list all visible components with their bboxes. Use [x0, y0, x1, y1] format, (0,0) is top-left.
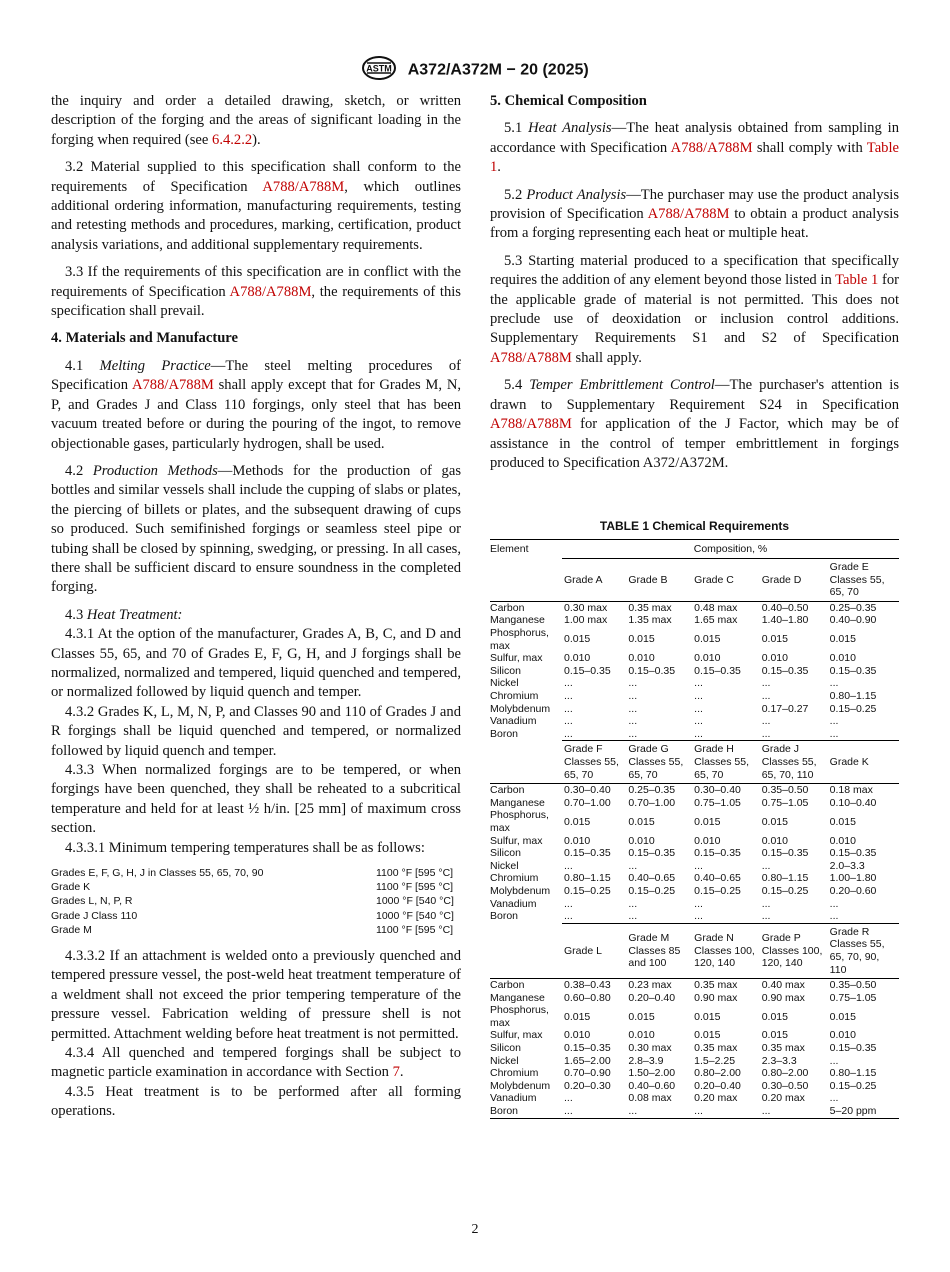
table-cell: ...: [628, 859, 638, 872]
table-cell: 1.65 max: [694, 614, 738, 627]
table-cell: 0.15–0.25: [761, 884, 809, 897]
table-cell: 0.35 max: [692, 979, 760, 992]
left-column: [51, 92, 461, 1122]
table-cell: 0.010: [628, 834, 655, 847]
list-item: Grade J Class 110 1000 °F [540 °C]: [51, 909, 454, 922]
chemical-requirements-table: [490, 519, 899, 1119]
table-cell: 2.8–3.9: [628, 1054, 664, 1067]
element-name: Boron: [490, 910, 519, 923]
table-cell: ...: [628, 910, 638, 923]
section-4-heading: 4. Materials and Manufacture: [51, 330, 238, 347]
table-cell: 0.010: [564, 1029, 591, 1042]
table-cell: 0.40–0.65: [694, 872, 741, 885]
table-cell: 0.010: [694, 834, 721, 847]
table-cell: 0.15–0.35: [694, 664, 741, 677]
table-cell: 0.010: [829, 1029, 856, 1042]
element-name: Nickel: [490, 677, 519, 690]
table-cell: 0.35–0.50: [828, 979, 899, 992]
table-cell: 0.40 max: [760, 979, 828, 992]
table-cell: 0.18 max: [828, 784, 899, 797]
element-name: Silicon: [490, 664, 521, 677]
table-cell: ...: [628, 727, 638, 740]
table-cell: 0.15–0.35: [628, 664, 676, 677]
table-row: [490, 898, 899, 911]
table-row: [490, 910, 899, 923]
paragraph-3-1-cont: the inquiry and order a detailed drawing, sketch, or written description of the forging and the areas of significant loading in the forging when required (see 6.4.2.2).: [51, 93, 461, 148]
table-cell: 0.35 max: [694, 1042, 738, 1055]
table-cell: ...: [562, 1105, 626, 1118]
page-number: 2: [471, 1222, 479, 1237]
table-cell: 0.15–0.25: [564, 884, 611, 897]
table-cell: 0.15–0.25: [829, 1079, 877, 1092]
paragraph-5-3: 5.3 Starting material produced to a specification that specifically requires the addition of any element beyond those listed in Table 1 for the applicable grade of material is not permitted. This does not preclude use of deoxidation or inclusion control additions. Supplementary Requirements S1 and S2 of Specification A788/A788M shall apply.: [490, 252, 899, 366]
paragraph-4-3-1: 4.3.1 At the option of the manufacturer, Grades A, B, C, and D and Classes 55, 65, and 70 of Grades E, F, G, H, and J forgings shall be normalized, normalized and tempered, liquid quenched and tempered, or normalized followed by liquid quench and temper.: [51, 626, 461, 701]
paragraph-4-3-4: 4.3.4 All quenched and tempered forgings shall be subject to magnetic particle examination in accordance with Section 7.: [51, 1045, 461, 1081]
table-row: [490, 715, 899, 728]
table-cell: 0.38–0.43: [562, 979, 626, 992]
table-cell: 0.80–1.15: [829, 690, 877, 703]
table-cell: 0.35–0.50: [760, 784, 828, 797]
table-cell: ...: [564, 690, 573, 703]
table-cell: 0.015: [564, 815, 591, 828]
table-row: [490, 885, 899, 898]
svg-text:ASTM: ASTM: [366, 63, 393, 74]
grade-header-row: [490, 741, 899, 784]
table-row: [490, 627, 899, 652]
table-row: [490, 665, 899, 678]
table-cell: ...: [829, 727, 839, 740]
paragraph-4-3-3-1: 4.3.3.1 Minimum tempering temperatures shall be as follows:: [65, 839, 425, 856]
composition-header: Composition, %: [562, 540, 899, 559]
element-name: Chromium: [490, 1067, 539, 1080]
table-cell: ...: [626, 1105, 692, 1118]
table-cell: 0.015: [564, 633, 591, 646]
table-cell: 0.015: [761, 633, 788, 646]
table-row: [490, 979, 899, 992]
table-row: [490, 1080, 899, 1093]
table-cell: 0.10–0.40: [829, 796, 877, 809]
list-item: Grade M 1100 °F [595 °C]: [51, 923, 454, 936]
paragraph-4-3-3-2: 4.3.3.2 If an attachment is welded onto a previously quenched and tempered pressure vessel, the post-weld heat treatment temperature of a weldment shall not exceed the prior tempering temperature of the pressure vessel. Fabrication welding of pressure shell is not permitted. Attachment welding before heat treatment is not permitted.: [51, 948, 461, 1042]
element-name: Manganese: [490, 991, 545, 1004]
grade-header: Grade J Classes 55, 65, 70, 110: [760, 741, 828, 784]
table-row: [490, 1042, 899, 1055]
table-cell: ...: [628, 677, 638, 690]
element-name: Nickel: [490, 859, 519, 872]
table-cell: 0.80–1.15: [564, 872, 611, 885]
table-cell: 0.80–1.15: [761, 872, 809, 885]
table-cell: ...: [760, 1105, 828, 1118]
table-cell: ...: [564, 1092, 573, 1105]
table-cell: 0.08 max: [628, 1092, 672, 1105]
table-cell: 0.35 max: [626, 601, 692, 614]
table-cell: 0.30 max: [562, 601, 626, 614]
table-cell: 0.30–0.40: [692, 784, 760, 797]
table-cell: 0.40–0.60: [628, 1079, 676, 1092]
section-link[interactable]: 7: [392, 1064, 400, 1081]
table-cell: 1.35 max: [628, 614, 672, 627]
table-cell: 0.015: [628, 815, 655, 828]
table-cell: 0.15–0.35: [694, 847, 741, 860]
table-cell: 0.25–0.35: [626, 784, 692, 797]
table-cell: ...: [694, 677, 703, 690]
element-name: Chromium: [490, 690, 539, 703]
table-cell: 0.30 max: [628, 1042, 672, 1055]
table-cell: 0.70–0.90: [564, 1067, 611, 1080]
table-cell: ...: [694, 859, 703, 872]
table-cell: 0.15–0.35: [628, 847, 676, 860]
element-name: Manganese: [490, 614, 545, 627]
element-name: Sulfur, max: [490, 834, 543, 847]
table-cell: 1.5–2.25: [694, 1054, 736, 1067]
table-cell: 0.25–0.35: [828, 601, 899, 614]
table-cell: 0.70–1.00: [564, 796, 611, 809]
grade-header: Grade G Classes 55, 65, 70: [626, 741, 692, 784]
table-cell: 0.015: [694, 1010, 721, 1023]
table-cell: ...: [761, 690, 771, 703]
table-cell: 5–20 ppm: [828, 1105, 899, 1118]
table-cell: 0.15–0.35: [564, 847, 611, 860]
paragraph-5-1: 5.1 Heat Analysis—The heat analysis obtained from sampling in accordance with Specification A788/A788M shall comply with Table 1.: [490, 120, 899, 176]
table-cell: ...: [761, 677, 771, 690]
table-cell: ...: [761, 715, 771, 728]
table-cell: 1.00–1.80: [829, 872, 877, 885]
table-cell: 0.015: [694, 1029, 721, 1042]
table-cell: ...: [564, 715, 573, 728]
table-row: [490, 797, 899, 810]
table-cell: 0.010: [694, 652, 721, 665]
table-cell: 0.40–0.90: [829, 614, 877, 627]
spec-link[interactable]: A788/A788M: [490, 416, 572, 433]
table-cell: ...: [829, 1092, 839, 1105]
table-cell: ...: [628, 690, 638, 703]
table-cell: 0.17–0.27: [761, 702, 809, 715]
grade-header: Grade H Classes 55, 65, 70: [692, 741, 760, 784]
spec-link[interactable]: A788/A788M: [262, 178, 345, 195]
table-cell: 0.20–0.30: [564, 1079, 611, 1092]
paragraph-3-3: 3.3 If the requirements of this specification are in conflict with the requirements of Specification A788/A788M, the requirements of this specification shall prevail.: [51, 264, 461, 320]
grade-header: Grade F Classes 55, 65, 70: [562, 741, 626, 784]
table-cell: ...: [564, 859, 573, 872]
table-cell: 0.80–2.00: [761, 1067, 809, 1080]
astm-logo-icon: [361, 56, 397, 85]
table-cell: 0.80–1.15: [829, 1067, 877, 1080]
table-cell: 0.015: [829, 1010, 856, 1023]
table-row: [490, 1105, 899, 1118]
element-name: Vanadium: [490, 1092, 537, 1105]
spec-link[interactable]: A788/A788M: [670, 139, 753, 156]
table-cell: ...: [694, 897, 703, 910]
paragraph-4-3-3: 4.3.3 When normalized forgings are to be tempered, or when forgings have been quenched, they shall be reheated to a subcritical temperature and held for at least ½ h/in. [25 mm] of maximum cross section.: [51, 762, 461, 837]
table-cell: 0.20–0.40: [628, 991, 676, 1004]
spec-link[interactable]: A788/A788M: [490, 349, 572, 366]
list-item: Grades E, F, G, H, J in Classes 55, 65, 70, 90 1100 °F [595 °C]: [51, 867, 454, 880]
table-cell: 0.010: [628, 652, 655, 665]
table-cell: 0.20 max: [761, 1092, 805, 1105]
grade-header: Grade M Classes 85 and 100: [626, 923, 692, 978]
empty-cell: [490, 741, 562, 784]
element-name: Phosphorus, max: [490, 809, 549, 834]
grade-header: Grade D: [761, 573, 802, 586]
grade-header: Grade P Classes 100, 120, 140: [760, 923, 828, 978]
table-cell: ...: [694, 715, 703, 728]
table-cell: 0.75–1.05: [761, 796, 809, 809]
table-cell: 0.015: [761, 1029, 788, 1042]
right-column: [490, 92, 899, 481]
table-cell: 0.75–1.05: [829, 991, 877, 1004]
table-cell: 0.015: [694, 633, 721, 646]
table-cell: 0.010: [564, 652, 591, 665]
paragraph-4-3-5: 4.3.5 Heat treatment is to be performed after all forming operations.: [51, 1083, 461, 1120]
table-cell: 1.50–2.00: [628, 1067, 676, 1080]
table-row: [490, 1004, 899, 1029]
table-cell: 0.70–1.00: [628, 796, 676, 809]
table-row: [490, 728, 899, 741]
table-cell: 0.015: [829, 633, 856, 646]
section-5-heading: 5. Chemical Composition: [490, 93, 647, 109]
table-cell: 0.015: [829, 815, 856, 828]
table-cell: 2.3–3.3: [761, 1054, 797, 1067]
element-name: Manganese: [490, 796, 545, 809]
table-cell: 0.90 max: [761, 991, 805, 1004]
table-cell: 0.010: [829, 834, 856, 847]
spec-link[interactable]: A788/A788M: [131, 377, 214, 394]
table-cell: 0.010: [761, 834, 788, 847]
element-name: Carbon: [490, 979, 562, 992]
table-row: [490, 690, 899, 703]
list-item: Grade K 1100 °F [595 °C]: [51, 881, 454, 894]
table-cell: ...: [761, 859, 771, 872]
paragraph-4-3: 4.3 Heat Treatment:: [65, 606, 183, 623]
spec-link[interactable]: A788/A788M: [229, 283, 312, 300]
table-cell: 0.30–0.50: [761, 1079, 809, 1092]
element-name: Molybdenum: [490, 884, 551, 897]
element-name: Phosphorus, max: [490, 627, 549, 652]
table-cell: 0.20–0.60: [829, 884, 877, 897]
table-cell: 1.00 max: [564, 614, 608, 627]
grade-header: Grade E Classes 55, 65, 70: [829, 561, 885, 599]
table-cell: 0.010: [761, 652, 788, 665]
table-cell: 0.15–0.25: [694, 884, 741, 897]
tempering-temperature-list: [51, 866, 461, 937]
table-cell: ...: [564, 727, 573, 740]
table-row: [490, 601, 899, 614]
table-row: [490, 992, 899, 1005]
table-cell: ...: [564, 897, 573, 910]
element-name: Nickel: [490, 1054, 519, 1067]
element-name: Sulfur, max: [490, 652, 543, 665]
table-cell: 0.40–0.65: [628, 872, 676, 885]
table-row: [490, 835, 899, 848]
table-cell: 0.30–0.40: [562, 784, 626, 797]
grade-header: Grade K: [828, 741, 899, 784]
table-cell: ...: [829, 910, 839, 923]
paragraph-4-1: 4.1 Melting Practice—The steel melting procedures of Specification A788/A788M shall apply except that for Grades M, N, P, and Grades J and Class 110 forgings, only steel that has been vacuum treated before or during the pouring of the ingot, to remove objectionable gases, particularly hydrogen, shall be used.: [51, 357, 462, 452]
table-cell: ...: [829, 1054, 839, 1067]
table-cell: ...: [761, 727, 771, 740]
empty-cell: [490, 923, 562, 978]
element-name: Silicon: [490, 847, 521, 860]
table-cell: ...: [829, 897, 839, 910]
table-cell: 0.48 max: [692, 601, 760, 614]
table-cell: 0.015: [628, 1010, 655, 1023]
grade-header-row: [490, 923, 899, 978]
table-cell: ...: [564, 702, 573, 715]
paragraph-4-3-2: 4.3.2 Grades K, L, M, N, P, and Classes 90 and 110 of Grades J and R forgings shall be liquid quenched and tempered, or normalized followed by liquid quench and temper.: [51, 703, 461, 759]
spec-link[interactable]: A788/A788M: [647, 206, 730, 223]
table-row: [490, 847, 899, 860]
section-link[interactable]: 6.4.2.2: [212, 131, 253, 148]
table-cell: ...: [829, 677, 839, 690]
table-link[interactable]: Table 1: [835, 272, 879, 289]
table-cell: 0.010: [829, 652, 856, 665]
element-name: Chromium: [490, 872, 539, 885]
table-cell: 0.015: [761, 815, 788, 828]
table-row: [490, 614, 899, 627]
table-cell: ...: [761, 897, 771, 910]
element-name: Molybdenum: [490, 702, 551, 715]
table-row: [490, 652, 899, 665]
table-row: [490, 784, 899, 797]
table-cell: 0.20 max: [694, 1092, 738, 1105]
element-name: Silicon: [490, 1042, 521, 1055]
table-cell: 0.15–0.35: [829, 1042, 877, 1055]
table-cell: 2.0–3.3: [829, 859, 865, 872]
table-caption: TABLE 1 Chemical Requirements: [599, 519, 790, 533]
table-row: [490, 872, 899, 885]
table-link[interactable]: Table 1: [490, 139, 899, 176]
table-cell: 0.23 max: [626, 979, 692, 992]
table-cell: ...: [628, 715, 638, 728]
table-cell: 0.90 max: [694, 991, 738, 1004]
table-cell: ...: [694, 910, 703, 923]
table-cell: ...: [564, 910, 573, 923]
grade-header: Grade A: [564, 573, 603, 586]
table-cell: ...: [564, 677, 573, 690]
paragraph-3-2: 3.2 Material supplied to this specification shall conform to the requirements of Specification A788/A788M, which outlines additional ordering information, manufacturing requirements, testing and retesting methods and procedures, marking, certification, product analysis variations, and additional supplementary requirements.: [51, 159, 461, 253]
table-cell: ...: [761, 910, 771, 923]
grade-header: Grade N Classes 100, 120, 140: [692, 923, 760, 978]
table-cell: 0.015: [694, 815, 721, 828]
element-name: Vanadium: [490, 715, 537, 728]
grade-header: Grade R Classes 55, 65, 70, 90, 110: [828, 923, 899, 978]
grade-header: Grade C: [694, 573, 734, 586]
table-cell: ...: [628, 702, 638, 715]
table-row: [490, 677, 899, 690]
table-cell: 0.15–0.35: [564, 664, 611, 677]
table-cell: 0.15–0.35: [829, 847, 877, 860]
table-cell: 0.015: [761, 1010, 788, 1023]
element-name: Boron: [490, 728, 519, 741]
table-cell: 0.35 max: [761, 1042, 805, 1055]
table-row: [490, 809, 899, 834]
table-row: [490, 1067, 899, 1080]
table-cell: 0.015: [564, 1010, 591, 1023]
element-name: Molybdenum: [490, 1079, 551, 1092]
table-cell: 0.80–2.00: [694, 1067, 741, 1080]
paragraph-5-4: 5.4 Temper Embrittlement Control—The purchaser's attention is drawn to Supplementary Requirement S24 in Specification A788/A788M for application of the J Factor, which may be of assistance in the control of temper embrittlement in forgings produced to Specification A372/A372M.: [490, 377, 899, 471]
table-cell: 0.15–0.35: [564, 1042, 611, 1055]
table-cell: 0.010: [564, 834, 591, 847]
table-row: [490, 860, 899, 873]
grade-header: Grade B: [628, 573, 668, 586]
table-cell: ...: [829, 715, 839, 728]
document-code: A372/A372M − 20 (2025): [407, 61, 589, 79]
element-name: Vanadium: [490, 897, 537, 910]
table-row: [490, 1055, 899, 1068]
table-cell: ...: [628, 897, 638, 910]
table-cell: 1.65–2.00: [564, 1054, 611, 1067]
element-name: Phosphorus, max: [490, 1004, 549, 1029]
paragraph-5-2: 5.2 Product Analysis—The purchaser may use the product analysis provision of Specification A788/A788M to obtain a product analysis from a forging representing each heat or multiple heat.: [490, 186, 899, 242]
grade-header-row: [490, 559, 899, 602]
table-cell: ...: [692, 1105, 760, 1118]
table-cell: 0.015: [628, 633, 655, 646]
table-cell: 0.15–0.25: [829, 702, 877, 715]
table-cell: 0.15–0.25: [628, 884, 676, 897]
table-row: [490, 703, 899, 716]
paragraph-4-2: 4.2 Production Methods—Methods for the production of gas bottles and similar vessels shall include the cupping of slabs or plates, the piercing of billets or plates, and the subsequent drawing of cups so produced. Such semifinished forgings or seamless steel pipe or tubing shall be closed by spinning, swedging, or pressing. In all cases, there shall be sufficient discard to ensure soundness in the completed forging.: [51, 462, 462, 596]
table-cell: ...: [694, 727, 703, 740]
table-row: [490, 1029, 899, 1042]
list-item: Grades L, N, P, R 1000 °F [540 °C]: [51, 895, 454, 908]
table-cell: 1.40–1.80: [761, 614, 809, 627]
table-cell: ...: [694, 690, 703, 703]
table-cell: 0.010: [628, 1029, 655, 1042]
table-cell: 0.40–0.50: [760, 601, 828, 614]
table-cell: 0.15–0.35: [761, 847, 809, 860]
element-name: Carbon: [490, 601, 562, 614]
table-cell: 0.15–0.35: [829, 664, 877, 677]
grade-header: Grade L: [562, 923, 626, 978]
table-cell: 0.15–0.35: [761, 664, 809, 677]
element-header: Element: [490, 540, 562, 559]
table: [490, 539, 899, 1119]
empty-cell: [490, 559, 562, 602]
element-name: Sulfur, max: [490, 1029, 543, 1042]
element-name: Carbon: [490, 784, 562, 797]
table-row: [490, 1092, 899, 1105]
table-header-row: [490, 540, 899, 559]
element-name: Boron: [490, 1105, 562, 1118]
page-header: [0, 56, 950, 85]
table-cell: 0.20–0.40: [694, 1079, 741, 1092]
table-cell: ...: [694, 702, 703, 715]
table-cell: 0.75–1.05: [694, 796, 741, 809]
table-cell: 0.60–0.80: [564, 991, 611, 1004]
